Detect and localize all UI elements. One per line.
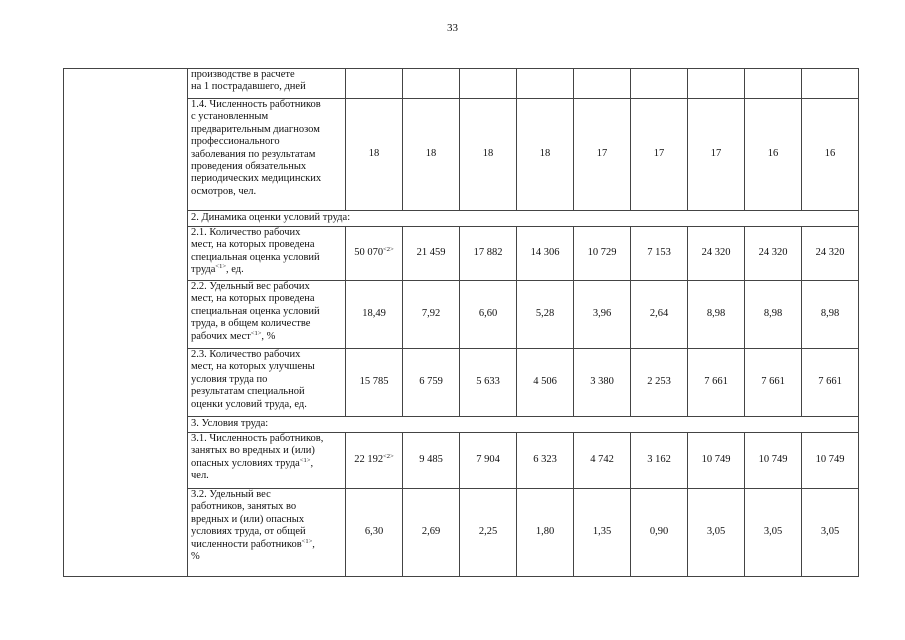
label-line: оценки условий труда, ед.: [191, 398, 307, 410]
value-cell: [802, 69, 859, 99]
label-line: рабочих мест$^{<1>}$, %: [191, 329, 276, 342]
table-body: [64, 69, 859, 577]
label-line: заболевания по результатам: [191, 148, 316, 160]
label-line: %: [191, 551, 200, 563]
value-cell: 18: [517, 99, 574, 211]
label-line: на 1 пострадавшего, дней: [191, 81, 306, 93]
value-cell: 18: [403, 99, 460, 211]
value-cell: 6 323: [517, 433, 574, 489]
value-cell: 24 320: [802, 227, 859, 281]
value-cell: 9 485: [403, 433, 460, 489]
value-cell: 3 380: [574, 349, 631, 417]
value-cell: [631, 69, 688, 99]
footnote-marker: <1>: [250, 329, 262, 337]
value-cell: 17: [574, 99, 631, 211]
value-cell: 14 306: [517, 227, 574, 281]
label-line: мест, на которых проведена: [191, 239, 315, 251]
indicator-label: [188, 69, 346, 99]
value-cell: 22 $192^{<2>}$: [346, 433, 403, 489]
indicator-label: [188, 489, 346, 577]
value-cell: 8,98: [688, 281, 745, 349]
value-cell: 24 320: [745, 227, 802, 281]
value-cell: 2,69: [403, 489, 460, 577]
label-line: 1.4. Численность работников: [191, 99, 321, 110]
value-cell: 8,98: [745, 281, 802, 349]
page-number: 33: [447, 22, 458, 34]
value-cell: 6 759: [403, 349, 460, 417]
label-line: предварительным диагнозом: [191, 123, 320, 135]
table-row: [64, 69, 859, 99]
value-cell: 3,05: [688, 489, 745, 577]
label-line: труда$^{<1>}$, ед.: [191, 263, 244, 276]
value-cell: 7 904: [460, 433, 517, 489]
value-cell: 2,25: [460, 489, 517, 577]
value-cell: 50 $070^{<2>}$: [346, 227, 403, 281]
label-line: мест, на которых улучшены: [191, 361, 315, 373]
value-cell: 17 882: [460, 227, 517, 281]
value-cell: 7 661: [745, 349, 802, 417]
label-line: профессионального: [191, 136, 280, 148]
value-cell: 5,28: [517, 281, 574, 349]
label-line: мест, на которых проведена: [191, 293, 315, 305]
value-cell: [346, 69, 403, 99]
label-line: 2.1. Количество рабочих: [191, 227, 301, 238]
value-cell: 18: [460, 99, 517, 211]
value-cell: 8,98: [802, 281, 859, 349]
value-cell: 3,05: [802, 489, 859, 577]
label-line: 3.2. Удельный вес: [191, 489, 271, 500]
section-heading: 2. Динамика оценки условий труда:: [188, 211, 859, 227]
label-line: 2.3. Количество рабочих: [191, 349, 301, 360]
value-cell: [517, 69, 574, 99]
indicator-label: [188, 99, 346, 211]
label-line: условия труда по: [191, 373, 268, 385]
label-line: осмотров, чел.: [191, 185, 257, 197]
footnote-marker: <1>: [299, 456, 311, 464]
label-line: опасных условиях труда$^{<1>}$,: [191, 456, 314, 469]
indicator-label: [188, 349, 346, 417]
label-line: специальная оценка условий: [191, 251, 320, 263]
footnote-marker: <2>: [383, 246, 394, 254]
footnote-marker: <1>: [301, 537, 313, 545]
label-line: специальная оценка условий: [191, 305, 320, 317]
value-cell: 6,30: [346, 489, 403, 577]
value-cell: 3,05: [745, 489, 802, 577]
label-line: вредных и (или) опасных: [191, 513, 305, 525]
footnote-marker: <1>: [215, 263, 227, 271]
value-cell: 15 785: [346, 349, 403, 417]
label-line: результатам специальной: [191, 386, 305, 398]
label-line: проведения обязательных: [191, 161, 307, 173]
label-line: чел.: [191, 470, 209, 482]
section-heading: 3. Условия труда:: [188, 417, 859, 433]
value-cell: 7 153: [631, 227, 688, 281]
value-cell: 7 661: [688, 349, 745, 417]
value-cell: 0,90: [631, 489, 688, 577]
value-cell: 2 253: [631, 349, 688, 417]
label-line: труда, в общем количестве: [191, 318, 311, 330]
value-cell: 2,64: [631, 281, 688, 349]
indicators-table: [63, 68, 859, 577]
value-cell: 1,35: [574, 489, 631, 577]
value-cell: 16: [802, 99, 859, 211]
value-cell: 10 749: [745, 433, 802, 489]
label-line: периодических медицинских: [191, 173, 322, 185]
value-cell: [460, 69, 517, 99]
value-cell: 16: [745, 99, 802, 211]
value-cell: 18,49: [346, 281, 403, 349]
value-cell: 10 749: [688, 433, 745, 489]
label-line: работников, занятых во: [191, 501, 297, 513]
indicator-label: [188, 281, 346, 349]
label-line: 3.1. Численность работников,: [191, 433, 324, 444]
label-line: занятых во вредных и (или): [191, 445, 315, 457]
value-cell: 17: [631, 99, 688, 211]
footnote-marker: <2>: [383, 453, 394, 461]
value-cell: [574, 69, 631, 99]
value-cell: [403, 69, 460, 99]
value-cell: 6,60: [460, 281, 517, 349]
value-cell: 10 729: [574, 227, 631, 281]
value-cell: [745, 69, 802, 99]
value-cell: 21 459: [403, 227, 460, 281]
value-cell: 4 742: [574, 433, 631, 489]
value-cell: 3,96: [574, 281, 631, 349]
label-line: с установленным: [191, 111, 269, 123]
value-cell: 24 320: [688, 227, 745, 281]
value-cell: 1,80: [517, 489, 574, 577]
blank-left-column: [64, 69, 188, 577]
value-cell: 7,92: [403, 281, 460, 349]
label-line: производстве в расчете: [191, 69, 295, 80]
value-cell: 4 506: [517, 349, 574, 417]
value-cell: 18: [346, 99, 403, 211]
label-line: численности работников$^{<1>}$,: [191, 537, 315, 550]
label-line: условиях труда, от общей: [191, 526, 306, 538]
value-cell: 17: [688, 99, 745, 211]
value-cell: 3 162: [631, 433, 688, 489]
indicator-label: [188, 433, 346, 489]
value-cell: 5 633: [460, 349, 517, 417]
value-cell: 7 661: [802, 349, 859, 417]
value-cell: 10 749: [802, 433, 859, 489]
label-line: 2.2. Удельный вес рабочих: [191, 281, 310, 292]
indicator-label: [188, 227, 346, 281]
value-cell: [688, 69, 745, 99]
